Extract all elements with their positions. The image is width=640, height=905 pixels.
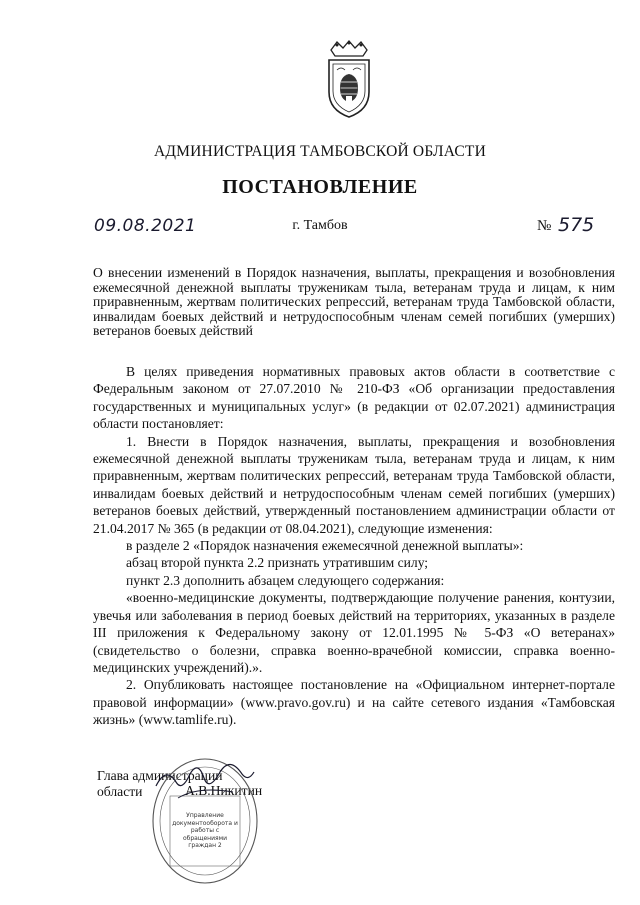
paragraph-item-1: 1. Внести в Порядок назначения, выплаты, прекращения и возобновления ежемесячной денежной выплаты труженикам тыла, ветеранам труда и лицам, к ним приравненным, жертвам политических репрессий, ветеранам труда Тамбовской области, инвалидам боевых действий и нетрудоспособным членам семей погибших (умерших) ветеранов боевых действий, утвержденный постановлением администрации области от 21.04.2017 № 365 (в редакции от 08.04.2021), следующие изменения: (93, 433, 615, 536)
paragraph-item-2: 2. Опубликовать настоящее постановление на «Официальном интернет-портале правовой информации» (www.pravo.gov.ru) и на сайте сетевого издания «Тамбовская жизнь» (www.tamlife.ru). (93, 677, 615, 728)
signatory-name: А.В.Никитин (185, 783, 263, 798)
coat-of-arms-icon (323, 40, 375, 118)
document-meta (0, 214, 640, 244)
handwritten-signature-icon (148, 758, 258, 818)
document-body (93, 363, 615, 729)
stamp-text: Управление документооборота и работы с обращениями граждан 2 (172, 812, 238, 849)
paragraph-clause-2-3: пункт 2.3 дополнить абзацем следующего содержания: (126, 572, 445, 588)
position-line-2: области (97, 783, 143, 799)
paragraph-clause-2-2: абзац второй пункта 2.2 признать утратившим силу; (126, 555, 429, 571)
position-line-1: Глава администрации (97, 768, 223, 783)
organization-title: АДМИНИСТРАЦИЯ ТАМБОВСКОЙ ОБЛАСТИ (154, 143, 486, 160)
document-type-title: ПОСТАНОВЛЕНИЕ (222, 176, 418, 198)
number-sign: № (537, 218, 552, 234)
document-subject: О внесении изменений в Порядок назначения, выплаты, прекращения и возобновления ежемесячной денежной выплаты труженикам тыла, ветеранам труда и лицам, к ним приравненным, жертвам политических репрессий, ветеранам труда Тамбовской области, инвалидам боевых действий и нетрудоспособным членам семей погибших (умерших) ветеранов боевых действий (93, 265, 615, 339)
handwritten-date: 09.08.2021 (94, 216, 197, 236)
paragraph-quote: «военно-медицинские документы, подтверждающие получение ранения, контузии, увечья или заболевания в период боевых действий на территориях, указанных в разделе III приложения к Федеральному закону от 12.01.1995 № 5-ФЗ «О ветеранах» (свидетельство о болезни, справка военно-врачебной комиссии, справка военно-медицинских учреждений).». (93, 590, 615, 675)
city: г. Тамбов (292, 218, 348, 233)
handwritten-number: 575 (558, 214, 595, 236)
paragraph-preamble: В целях приведения нормативных правовых актов области в соответствие с Федеральным законом от 27.07.2010 № 210-ФЗ «Об организации предоставления государственных и муниципальных услуг» (в редакции от 02.07.2021) администрация области постановляет: (93, 364, 615, 432)
paragraph-section-2: в разделе 2 «Порядок назначения ежемесячной денежной выплаты»: (126, 538, 524, 554)
